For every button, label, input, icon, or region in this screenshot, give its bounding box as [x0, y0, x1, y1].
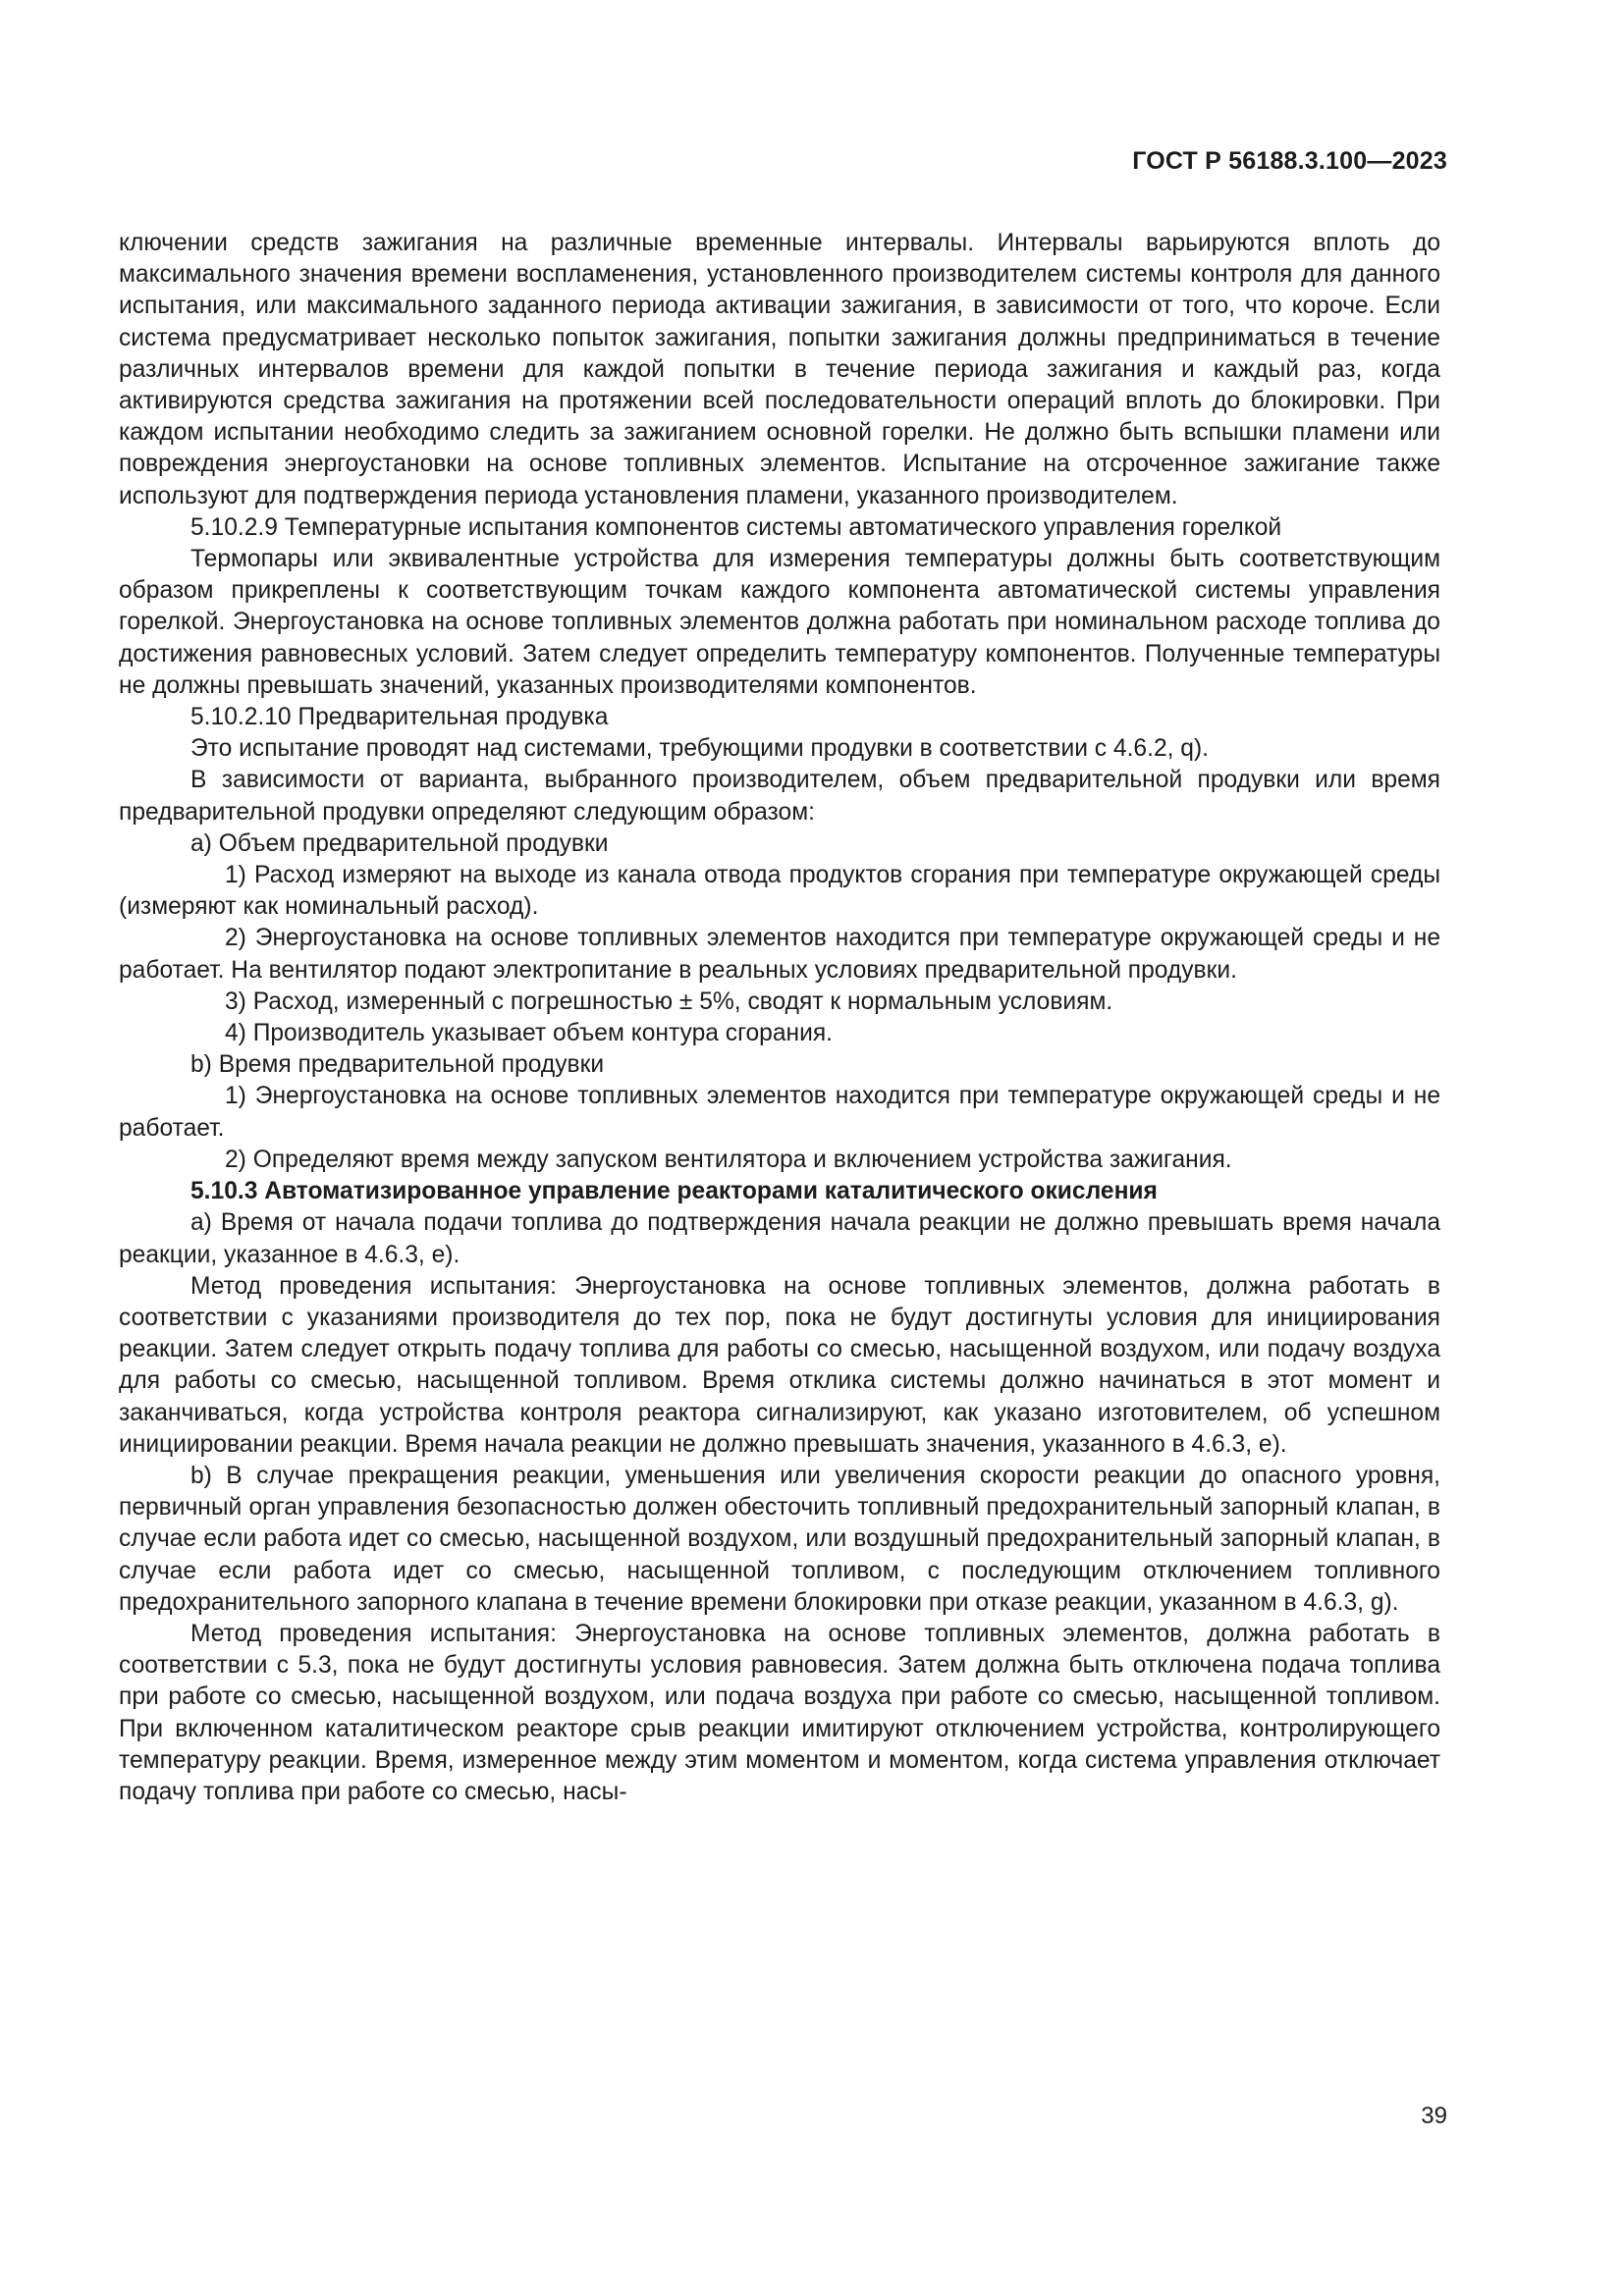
document-body — [119, 228, 1440, 1808]
section-heading: 5.10.3 Автоматизированное управление реакторами каталитического окисления — [190, 1178, 1158, 1205]
paragraph: В зависимости от варианта, выбранного производителем, объем предварительной продувки или время предварительной продувки определяют следующим образом: — [119, 767, 1440, 826]
list-item: а) Объем предварительной продувки — [190, 829, 609, 857]
list-item: 2) Энергоустановка на основе топливных элементов находится при температуре окружающей среды и не работает. На вентилятор подают электропитание в реальных условиях предварительной продувки. — [119, 925, 1440, 984]
paragraph: Метод проведения испытания: Энергоустановка на основе топливных элементов, должна работать в соответствии с указаниями производителя до тех пор, пока не будут достигнуты условия для инициирования реакции. Затем следует открыть подачу топлива для работы со смесью, насыщенной воздухом, или подачу воздуха для работы со смесью, насыщенной топливом. Время отклика системы должно начинаться в этот момент и заканчиваться, когда устройства контроля реактора сигнализируют, как указано изготовителем, об успешном инициировании реакции. Время начала реакции не должно превышать значения, указанного в 4.6.3, е). — [119, 1272, 1440, 1458]
list-item: 1) Расход измеряют на выходе из канала отвода продуктов сгорания при температуре окружающей среды (измеряют как номинальный расход). — [119, 862, 1440, 921]
list-item: 3) Расход, измеренный с погрешностью ± 5%, сводят к нормальным условиям. — [225, 988, 1113, 1015]
paragraph: ключении средств зажигания на различные временные интервалы. Интервалы варьируются вплоть до максимального значения времени воспламенения, установленного производителем системы контроля для данного испытания, или максимального заданного периода активации зажигания, в зависимости от того, что короче. Если система предусматривает несколько попыток зажигания, попытки зажигания должны предприниматься в течение различных интервалов времени для каждой попытки в течение периода зажигания и каждый раз, когда активируются средства зажигания на протяжении всей последовательности операций вплоть до блокировки. При каждом испытании необходимо следить за зажиганием основной горелки. Не должно быть вспышки пламени или повреждения энергоустановки на основе топливных элементов. Испытание на отсроченное зажигание также используют для подтверждения периода установления пламени, указанного производителем. — [119, 230, 1440, 509]
paragraph: а) Время от начала подачи топлива до подтверждения начала реакции не должно превышать время начала реакции, указанное в 4.6.3, е). — [119, 1209, 1440, 1268]
list-item: 1) Энергоустановка на основе топливных элементов находится при температуре окружающей среды и не работает. — [119, 1083, 1440, 1142]
paragraph: Это испытание проводят над системами, требующими продувки в соответствии с 4.6.2, q). — [190, 735, 1209, 763]
paragraph: Метод проведения испытания: Энергоустановка на основе топливных элементов, должна работать в соответствии с 5.3, пока не будут достигнуты условия равновесия. Затем должна быть отключена подача топлива при работе со смесью, насыщенной воздухом, или подача воздуха при работе со смесью, насыщенной топливом. При включенном каталитическом реакторе срыв реакции имитируют отключением устройства, контролирующего температуру реакции. Время, измеренное между этим моментом и моментом, когда система управления отключает подачу топлива при работе со смесью, насы- — [119, 1620, 1440, 1805]
paragraph: b) В случае прекращения реакции, уменьшения или увеличения скорости реакции до опасного уровня, первичный орган управления безопасностью должен обесточить топливный предохранительный запорный клапан, в случае если работа идет со смесью, насыщенной воздухом, или воздушный предохранительный запорный клапан, в случае если работа идет со смесью, насыщенной топливом, с последующим отключением топливного предохранительного запорного клапана в течение времени блокировки при отказе реакции, указанном в 4.6.3, g). — [119, 1462, 1440, 1616]
list-item: 4) Производитель указывает объем контура сгорания. — [225, 1020, 833, 1047]
section-heading: 5.10.2.10 Предварительная продувка — [190, 704, 609, 731]
list-item: b) Время предварительной продувки — [190, 1051, 605, 1079]
document-header: ГОСТ Р 56188.3.100—2023 — [1132, 147, 1447, 175]
list-item: 2) Определяют время между запуском вентилятора и включением устройства зажигания. — [225, 1146, 1232, 1173]
paragraph: Термопары или эквивалентные устройства для измерения температуры должны быть соответствующим образом прикреплены к соответствующим точкам каждого компонента автоматической системы управления горелкой. Энергоустановка на основе топливных элементов должна работать при номинальном расходе топлива до достижения равновесных условий. Затем следует определить температуру компонентов. Полученные температуры не должны превышать значений, указанных производителями компонентов. — [119, 546, 1440, 699]
section-heading: 5.10.2.9 Температурные испытания компонентов системы автоматического управления горелкой — [190, 513, 1282, 541]
page-number: 39 — [1421, 2103, 1447, 2129]
